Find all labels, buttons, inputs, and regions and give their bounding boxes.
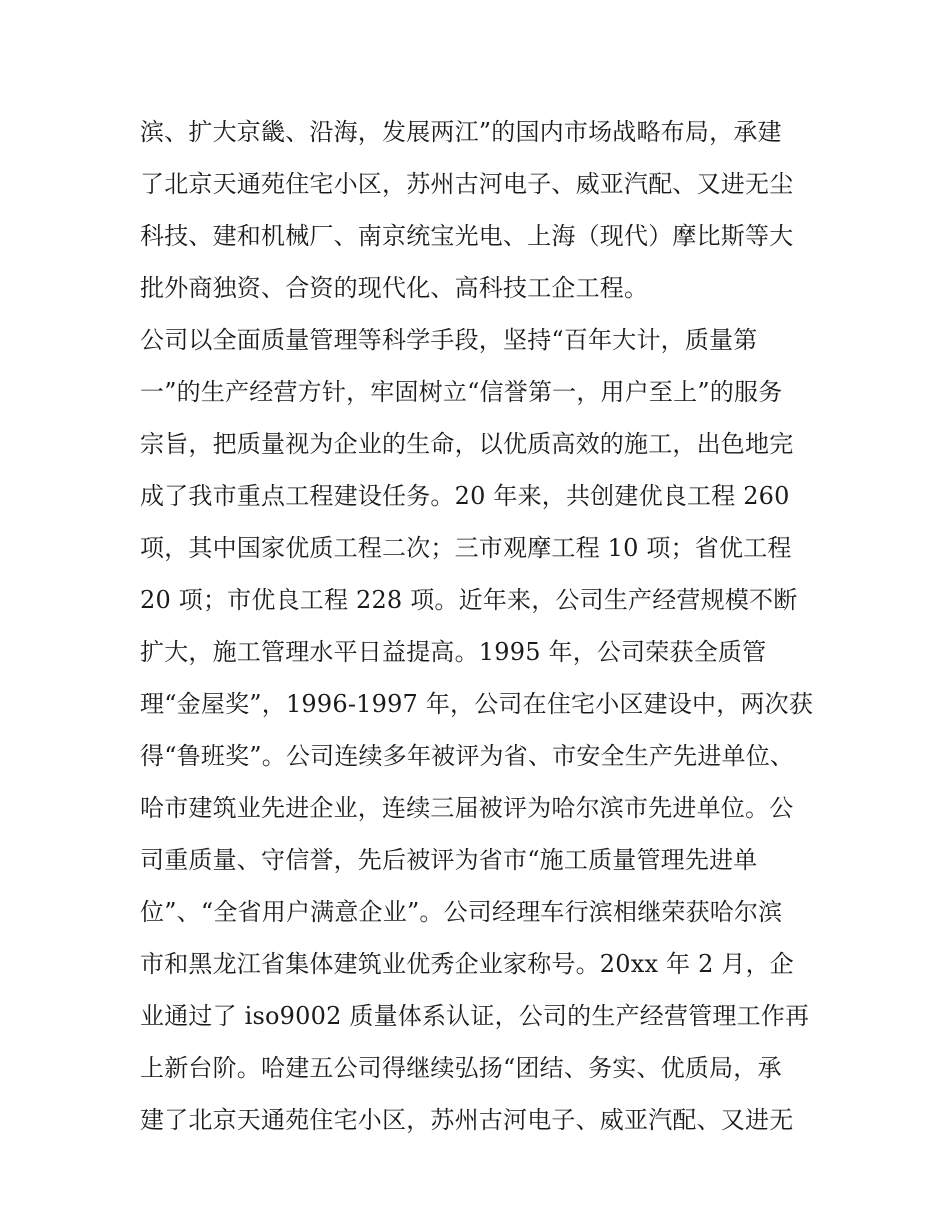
text-line: 上新台阶。哈建五公司得继续弘扬“团结、务实、优质局，承 <box>140 1054 782 1082</box>
text-line: 科技、建和机械厂、南京统宝光电、上海（现代）摩比斯等大 <box>140 222 794 250</box>
text-line: 司重质量、守信誉，先后被评为省市“施工质量管理先进单 <box>140 846 758 874</box>
text-line: 项，其中国家优质工程二次；三市观摩工程 10 项；省优工程 <box>140 534 792 562</box>
text-line: 公司以全面质量管理等科学手段，坚持“百年大计，质量第 <box>140 326 758 354</box>
text-line: 成了我市重点工程建设任务。20 年来，共创建优良工程 260 <box>140 482 790 510</box>
text-line: 20 项；市优良工程 228 项。近年来，公司生产经营规模不断 <box>140 586 798 614</box>
text-line: 一”的生产经营方针，牢固树立“信誉第一，用户至上”的服务 <box>140 378 783 406</box>
text-line: 位”、“全省用户满意企业”。公司经理车行滨相继荣获哈尔滨 <box>140 898 783 926</box>
text-line: 扩大，施工管理水平日益提高。1995 年，公司荣获全质管 <box>140 638 767 666</box>
text-line: 得“鲁班奖”。公司连续多年被评为省、市安全生产先进单位、 <box>140 742 795 770</box>
text-line: 批外商独资、合资的现代化、高科技工企工程。 <box>140 274 649 302</box>
text-line: 了北京天通苑住宅小区，苏州古河电子、威亚汽配、又进无尘 <box>140 170 794 198</box>
text-line: 哈市建筑业先进企业，连续三届被评为哈尔滨市先进单位。公 <box>140 794 794 822</box>
text-line: 滨、扩大京畿、沿海，发展两江”的国内市场战略布局，承建 <box>140 118 782 146</box>
text-line: 宗旨，把质量视为企业的生命，以优质高效的施工，出色地完 <box>140 430 794 458</box>
text-line: 理“金屋奖”，1996-1997 年，公司在住宅小区建设中，两次获 <box>140 690 814 718</box>
text-line: 建了北京天通苑住宅小区，苏州古河电子、威亚汽配、又进无 <box>140 1106 794 1134</box>
text-line: 市和黑龙江省集体建筑业优秀企业家称号。20xx 年 2 月，企 <box>140 950 794 978</box>
body-text <box>140 106 820 1146</box>
text-line: 业通过了 iso9002 质量体系认证，公司的生产经营管理工作再 <box>140 1002 810 1030</box>
